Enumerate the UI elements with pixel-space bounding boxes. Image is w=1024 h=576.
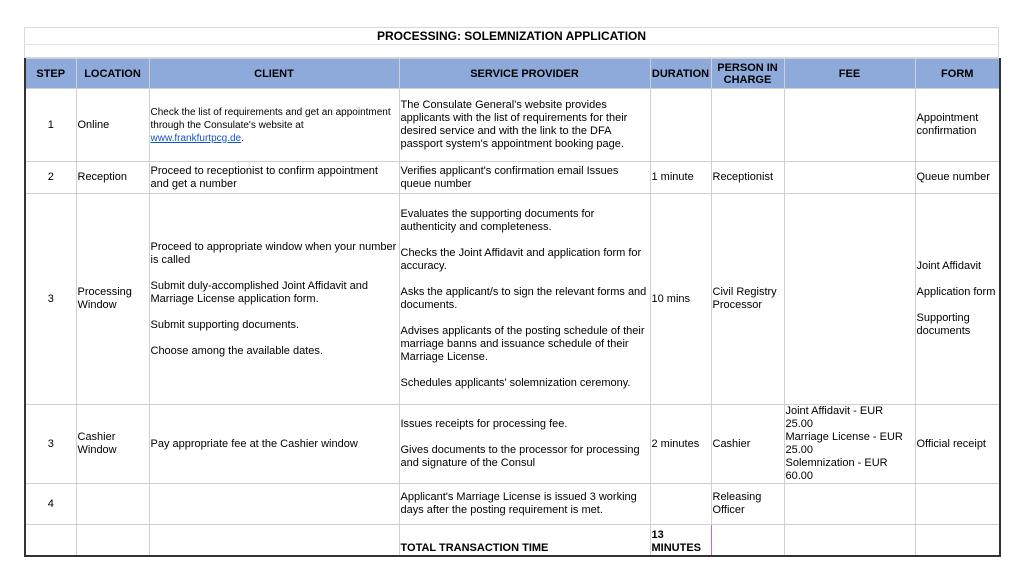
cell-fee[interactable] <box>784 162 915 194</box>
cell-location[interactable]: Reception <box>76 162 149 194</box>
service-text: Advises applicants of the posting schedule of their marriage banns and issuance schedule of their Marriage License. <box>400 325 645 363</box>
service-text: Checks the Joint Affidavit and application form for accuracy. <box>400 247 642 272</box>
service-text: Asks the applicant/s to sign the relevant forms and documents. <box>400 286 647 311</box>
cell-step[interactable]: 3 <box>25 194 76 405</box>
service-text: Schedules applicants' solemnization ceremony. <box>400 377 631 389</box>
form-text: Joint Affidavit <box>916 260 982 272</box>
cell-duration[interactable]: 1 minute <box>650 162 711 194</box>
cell-person[interactable] <box>711 89 784 162</box>
cell-form[interactable] <box>915 194 1000 405</box>
cell-service[interactable] <box>399 162 650 194</box>
cell-empty[interactable] <box>711 525 784 556</box>
cell-service[interactable] <box>399 405 650 484</box>
total-row <box>25 525 1000 556</box>
cell-service[interactable] <box>399 194 650 405</box>
total-label[interactable]: TOTAL TRANSACTION TIME <box>399 525 650 556</box>
service-text: Applicant's Marriage License is issued 3 working days after the posting requirement is met. <box>400 491 637 516</box>
client-text: Submit supporting documents. <box>150 318 300 331</box>
header-client[interactable]: CLIENT <box>149 59 399 89</box>
cell-step[interactable]: 3 <box>25 405 76 484</box>
header-location[interactable]: LOCATION <box>76 59 149 89</box>
service-text: Issues receipts for processing fee. <box>400 418 568 430</box>
cell-client[interactable] <box>149 89 399 162</box>
cell-step[interactable]: 2 <box>25 162 76 194</box>
cell-service[interactable] <box>399 89 650 162</box>
blank-row[interactable] <box>24 44 999 58</box>
cell-service[interactable] <box>399 484 650 525</box>
table-row <box>25 405 1000 484</box>
header-duration[interactable]: DURATION <box>650 59 711 89</box>
cell-client[interactable] <box>149 194 399 405</box>
form-text: Appointment confirmation <box>916 112 979 137</box>
cell-person[interactable]: Civil Registry Processor <box>711 194 784 405</box>
form-text: Official receipt <box>916 437 986 450</box>
cell-duration[interactable]: 10 mins <box>650 194 711 405</box>
form-text: Application form <box>916 286 996 298</box>
header-fee[interactable]: FEE <box>784 59 915 89</box>
cell-fee[interactable] <box>784 89 915 162</box>
fee-text: Marriage License - EUR 25.00 <box>785 431 903 456</box>
cell-form[interactable] <box>915 89 1000 162</box>
fee-text: Solemnization - EUR 60.00 <box>785 457 888 482</box>
consulate-website-link[interactable]: www.frankfurtpcg.de <box>150 132 242 144</box>
sheet-title[interactable]: PROCESSING: SOLEMNIZATION APPLICATION <box>24 27 999 44</box>
cell-location[interactable] <box>76 484 149 525</box>
form-text: Queue number <box>916 171 990 183</box>
form-text: Supporting documents <box>916 312 971 337</box>
client-text: Proceed to appropriate window when your number is called <box>150 240 397 266</box>
cell-empty[interactable] <box>784 525 915 556</box>
process-table <box>24 58 1001 557</box>
cell-fee[interactable] <box>784 484 915 525</box>
cell-person[interactable]: Releasing Officer <box>711 484 784 525</box>
cell-location[interactable]: Processing Window <box>76 194 149 405</box>
cell-location[interactable]: Cashier Window <box>76 405 149 484</box>
cell-form[interactable] <box>915 405 1000 484</box>
cell-client[interactable] <box>149 484 399 525</box>
client-text: Submit duly-accomplished Joint Affidavit and Marriage License application form. <box>150 279 368 305</box>
cell-empty[interactable] <box>149 525 399 556</box>
header-step[interactable]: STEP <box>25 59 76 89</box>
cell-fee[interactable] <box>784 405 915 484</box>
cell-client[interactable] <box>149 405 399 484</box>
cell-duration[interactable] <box>650 484 711 525</box>
cell-fee[interactable] <box>784 194 915 405</box>
fee-text: Joint Affidavit - EUR 25.00 <box>785 405 884 430</box>
service-text: Evaluates the supporting documents for authenticity and completeness. <box>400 208 595 233</box>
cell-step[interactable]: 4 <box>25 484 76 525</box>
cell-duration[interactable]: 2 minutes <box>650 405 711 484</box>
client-text: Choose among the available dates. <box>150 344 323 357</box>
table-row <box>25 89 1000 162</box>
client-text: Proceed to receptionist to confirm appointment and get a number <box>150 164 378 190</box>
total-value[interactable]: 13 MINUTES <box>650 525 711 556</box>
service-text: The Consulate General's website provides applicants with the list of requirements for their desired service and with the link to the DFA passport system's appointment booking page. <box>400 99 628 150</box>
table-row <box>25 484 1000 525</box>
header-row <box>25 59 1000 89</box>
table-row <box>25 194 1000 405</box>
table-row <box>25 162 1000 194</box>
cell-form[interactable] <box>915 484 1000 525</box>
header-person-in-charge[interactable]: PERSON IN CHARGE <box>711 59 784 89</box>
spreadsheet <box>24 27 999 557</box>
cell-step[interactable]: 1 <box>25 89 76 162</box>
header-form[interactable]: FORM <box>915 59 1000 89</box>
header-service-provider[interactable]: SERVICE PROVIDER <box>399 59 650 89</box>
cell-duration[interactable] <box>650 89 711 162</box>
cell-person[interactable]: Receptionist <box>711 162 784 194</box>
cell-location[interactable]: Online <box>76 89 149 162</box>
cell-empty[interactable] <box>915 525 1000 556</box>
service-text: Verifies applicant's confirmation email Issues queue number <box>400 164 619 190</box>
service-text: Gives documents to the processor for processing and signature of the Consul <box>400 444 640 469</box>
cell-person[interactable]: Cashier <box>711 405 784 484</box>
cell-client[interactable] <box>149 162 399 194</box>
cell-empty[interactable] <box>25 525 76 556</box>
client-link-suffix: . <box>241 132 244 144</box>
cell-form[interactable] <box>915 162 1000 194</box>
client-text: Check the list of requirements and get an appointment through the Consulate's website at <box>150 106 391 131</box>
cell-empty[interactable] <box>76 525 149 556</box>
client-text: Pay appropriate fee at the Cashier window <box>150 437 358 450</box>
